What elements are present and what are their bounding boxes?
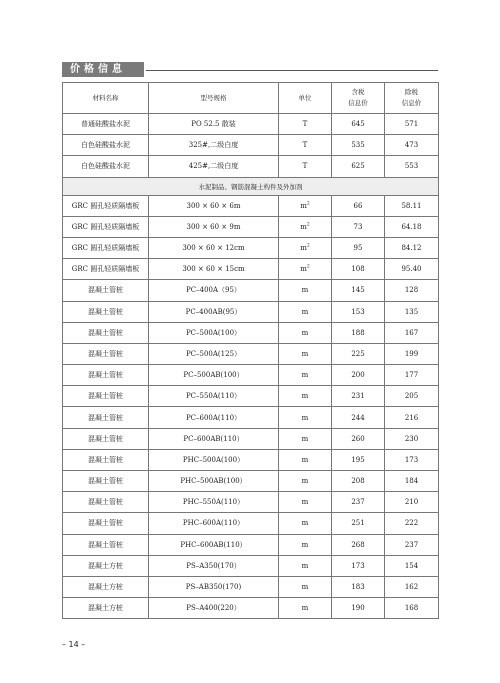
cell-tax-exclusive-price: 210 xyxy=(385,492,439,513)
cell-unit: $m^2$ xyxy=(279,195,332,216)
header-material-name: 材料名称 xyxy=(63,83,149,114)
table-group-cement xyxy=(63,114,439,178)
cell-tax-inclusive-price: 190 xyxy=(332,598,385,619)
cell-material-name: 混凝土管桩 xyxy=(63,343,149,364)
cell-tax-exclusive-price: 216 xyxy=(385,407,439,428)
cell-spec: 300 × 60 × 9m xyxy=(149,216,279,237)
cell-unit: m xyxy=(279,513,332,534)
cell-tax-inclusive-price: 173 xyxy=(332,555,385,576)
cell-unit: m xyxy=(279,301,332,322)
cell-tax-inclusive-price: 225 xyxy=(332,343,385,364)
cell-spec: PC–400AB(95） xyxy=(149,301,279,322)
cell-tax-exclusive-price: 222 xyxy=(385,513,439,534)
cell-unit: $m^2$ xyxy=(279,259,332,280)
cell-unit: m xyxy=(279,449,332,470)
cell-tax-inclusive-price: 625 xyxy=(332,156,385,177)
cell-unit: m xyxy=(279,322,332,343)
header-tax-inclusive-price: 含税 信息价 xyxy=(332,83,385,114)
cell-tax-exclusive-price: 473 xyxy=(385,135,439,156)
cell-tax-inclusive-price: 231 xyxy=(332,386,385,407)
cell-tax-exclusive-price: 237 xyxy=(385,534,439,555)
price-table xyxy=(62,82,439,619)
cell-material-name: 混凝土管桩 xyxy=(63,365,149,386)
cell-unit: m xyxy=(279,428,332,449)
cell-tax-inclusive-price: 200 xyxy=(332,365,385,386)
cell-tax-exclusive-price: 177 xyxy=(385,365,439,386)
cell-spec: PHC–600AB(110） xyxy=(149,534,279,555)
cell-unit: m xyxy=(279,598,332,619)
cell-material-name: GRC 圆孔轻质隔墙板 xyxy=(63,216,149,237)
cell-tax-exclusive-price: 167 xyxy=(385,322,439,343)
cell-spec: PC–500A(100） xyxy=(149,322,279,343)
table-row xyxy=(63,135,439,156)
table-row xyxy=(63,492,439,513)
cell-tax-inclusive-price: 188 xyxy=(332,322,385,343)
section-title-rule xyxy=(146,70,438,71)
header-spec: 型号规格 xyxy=(149,83,279,114)
cell-tax-inclusive-price: 145 xyxy=(332,280,385,301)
cell-tax-inclusive-price: 73 xyxy=(332,216,385,237)
cell-spec: PHC–500A(100） xyxy=(149,449,279,470)
table-header-row xyxy=(63,83,439,114)
table-row xyxy=(63,301,439,322)
cell-tax-exclusive-price: 184 xyxy=(385,471,439,492)
cell-unit: m xyxy=(279,471,332,492)
cell-tax-exclusive-price: 162 xyxy=(385,576,439,597)
cell-material-name: 混凝土管桩 xyxy=(63,301,149,322)
table-row xyxy=(63,534,439,555)
cell-tax-inclusive-price: 208 xyxy=(332,471,385,492)
cell-tax-inclusive-price: 268 xyxy=(332,534,385,555)
cell-material-name: 混凝土管桩 xyxy=(63,534,149,555)
cell-unit: m xyxy=(279,492,332,513)
table-row xyxy=(63,280,439,301)
table-row xyxy=(63,156,439,177)
cell-spec: PC–500A(125） xyxy=(149,343,279,364)
cell-material-name: 白色硅酸盐水泥 xyxy=(63,156,149,177)
cell-material-name: 混凝土管桩 xyxy=(63,513,149,534)
table-row xyxy=(63,365,439,386)
table-row xyxy=(63,449,439,470)
cell-material-name: GRC 圆孔轻质隔墙板 xyxy=(63,195,149,216)
cell-material-name: 混凝土管桩 xyxy=(63,449,149,470)
cell-material-name: 混凝土管桩 xyxy=(63,407,149,428)
cell-tax-inclusive-price: 195 xyxy=(332,449,385,470)
cell-tax-exclusive-price: 135 xyxy=(385,301,439,322)
cell-tax-exclusive-price: 128 xyxy=(385,280,439,301)
cell-tax-inclusive-price: 108 xyxy=(332,259,385,280)
section-title: 价格信息 xyxy=(70,64,126,75)
cell-unit: T xyxy=(279,156,332,177)
cell-unit: m xyxy=(279,386,332,407)
cell-tax-inclusive-price: 95 xyxy=(332,237,385,258)
cell-unit: m xyxy=(279,534,332,555)
cell-tax-inclusive-price: 183 xyxy=(332,576,385,597)
cell-spec: PHC–500AB(100） xyxy=(149,471,279,492)
section-heading: 水泥制品、钢筋混凝土构件及外加剂 xyxy=(63,177,439,195)
table-row xyxy=(63,216,439,237)
cell-unit: m xyxy=(279,576,332,597)
cell-spec: PC–500AB(100） xyxy=(149,365,279,386)
table-group-concrete-products xyxy=(63,195,439,619)
cell-spec: PHC–600A(110） xyxy=(149,513,279,534)
cell-spec: PC–400A（95） xyxy=(149,280,279,301)
cell-spec: 300 × 60 × 12cm xyxy=(149,237,279,258)
cell-spec: 300 × 60 × 6m xyxy=(149,195,279,216)
cell-tax-inclusive-price: 237 xyxy=(332,492,385,513)
cell-spec: PHC–550A(110） xyxy=(149,492,279,513)
table-section-heading-row xyxy=(63,177,439,195)
cell-material-name: 混凝土方桩 xyxy=(63,576,149,597)
cell-material-name: 混凝土方桩 xyxy=(63,555,149,576)
table-row xyxy=(63,195,439,216)
cell-unit: m xyxy=(279,555,332,576)
cell-tax-inclusive-price: 260 xyxy=(332,428,385,449)
cell-material-name: 白色硅酸盐水泥 xyxy=(63,135,149,156)
cell-unit: m xyxy=(279,407,332,428)
cell-tax-inclusive-price: 251 xyxy=(332,513,385,534)
cell-tax-exclusive-price: 84.12 xyxy=(385,237,439,258)
cell-tax-exclusive-price: 199 xyxy=(385,343,439,364)
cell-spec: PS–A400(220） xyxy=(149,598,279,619)
cell-material-name: 混凝土方桩 xyxy=(63,598,149,619)
unit-superscript: 2 xyxy=(306,264,310,270)
cell-unit: $m^2$ xyxy=(279,216,332,237)
cell-material-name: 混凝土管桩 xyxy=(63,428,149,449)
cell-spec: PS–A350(170） xyxy=(149,555,279,576)
cell-tax-exclusive-price: 230 xyxy=(385,428,439,449)
table-row xyxy=(63,471,439,492)
cell-material-name: 混凝土管桩 xyxy=(63,280,149,301)
table-row xyxy=(63,322,439,343)
cell-spec: PC–600A(110） xyxy=(149,407,279,428)
cell-material-name: GRC 圆孔轻质隔墙板 xyxy=(63,259,149,280)
cell-tax-inclusive-price: 66 xyxy=(332,195,385,216)
cell-material-name: 普通硅酸盐水泥 xyxy=(63,114,149,135)
table-row xyxy=(63,576,439,597)
unit-superscript: 2 xyxy=(306,222,310,228)
cell-material-name: 混凝土管桩 xyxy=(63,492,149,513)
cell-material-name: 混凝土管桩 xyxy=(63,386,149,407)
cell-material-name: 混凝土管桩 xyxy=(63,322,149,343)
table-row xyxy=(63,513,439,534)
cell-tax-exclusive-price: 173 xyxy=(385,449,439,470)
table-row xyxy=(63,259,439,280)
header-unit: 单位 xyxy=(279,83,332,114)
cell-unit: T xyxy=(279,114,332,135)
table-row xyxy=(63,407,439,428)
cell-unit: m xyxy=(279,343,332,364)
table-row xyxy=(63,386,439,407)
table-row xyxy=(63,555,439,576)
unit-superscript: 2 xyxy=(306,243,310,249)
cell-material-name: 混凝土管桩 xyxy=(63,471,149,492)
table-row xyxy=(63,598,439,619)
cell-tax-exclusive-price: 571 xyxy=(385,114,439,135)
cell-spec: PS–AB350(170) xyxy=(149,576,279,597)
cell-tax-inclusive-price: 645 xyxy=(332,114,385,135)
cell-spec: PC–600AB(110） xyxy=(149,428,279,449)
cell-tax-exclusive-price: 553 xyxy=(385,156,439,177)
cell-tax-exclusive-price: 168 xyxy=(385,598,439,619)
table-row xyxy=(63,343,439,364)
cell-tax-inclusive-price: 535 xyxy=(332,135,385,156)
cell-spec: PC–550A(110） xyxy=(149,386,279,407)
cell-tax-inclusive-price: 153 xyxy=(332,301,385,322)
cell-tax-exclusive-price: 64.18 xyxy=(385,216,439,237)
unit-superscript: 2 xyxy=(306,201,310,207)
cell-unit: m xyxy=(279,280,332,301)
table-row xyxy=(63,237,439,258)
cell-unit: T xyxy=(279,135,332,156)
cell-tax-exclusive-price: 205 xyxy=(385,386,439,407)
table-row xyxy=(63,114,439,135)
cell-unit: $m^2$ xyxy=(279,237,332,258)
cell-tax-inclusive-price: 244 xyxy=(332,407,385,428)
cell-tax-exclusive-price: 58.11 xyxy=(385,195,439,216)
header-tax-exclusive-price: 除税 信息价 xyxy=(385,83,439,114)
cell-tax-exclusive-price: 95.40 xyxy=(385,259,439,280)
cell-unit: m xyxy=(279,365,332,386)
cell-spec: 325#,二级白度 xyxy=(149,135,279,156)
cell-tax-exclusive-price: 154 xyxy=(385,555,439,576)
cell-spec: 300 × 60 × 15cm xyxy=(149,259,279,280)
cell-material-name: GRC 圆孔轻质隔墙板 xyxy=(63,237,149,258)
page-number: – 14 – xyxy=(62,640,86,649)
table-row xyxy=(63,428,439,449)
cell-spec: 425#,二级白度 xyxy=(149,156,279,177)
cell-spec: PO 52.5 散装 xyxy=(149,114,279,135)
